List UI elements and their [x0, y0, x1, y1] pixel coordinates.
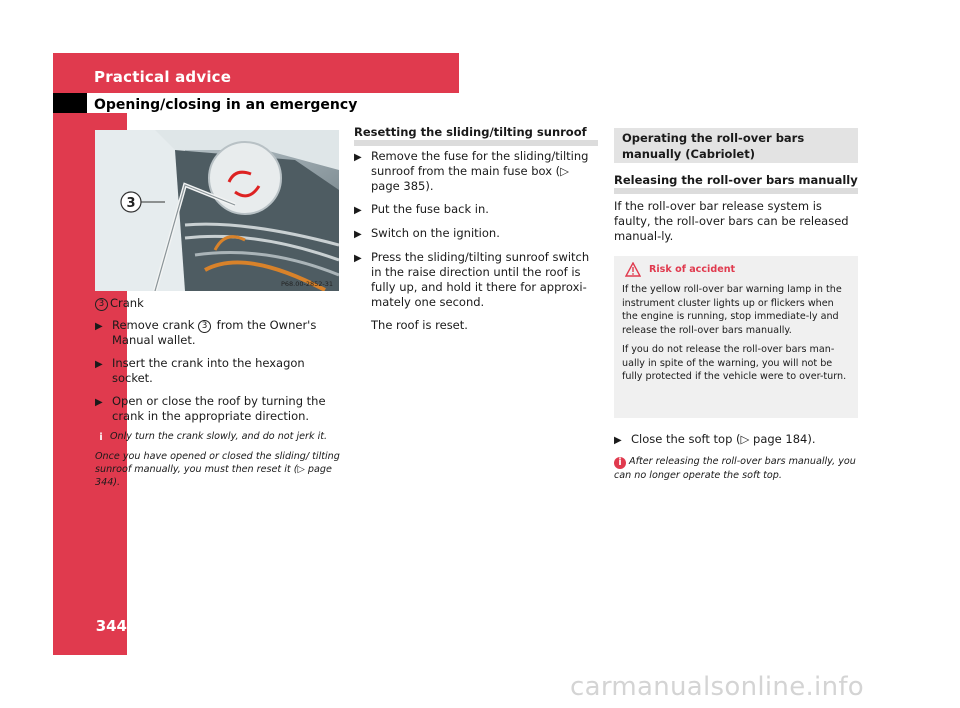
- list-item: [354, 202, 598, 218]
- subheader-tab: [53, 93, 87, 113]
- bullet-text: Insert the crank into the hexagon socket.: [112, 356, 305, 385]
- inline-number: 3: [198, 320, 211, 333]
- bullet-text: Remove the fuse for the sliding/tilting sunroof from the main fuse box (▷ page 385).: [371, 149, 589, 193]
- warning-title: Risk of accident: [649, 264, 736, 275]
- caption-text: Crank: [110, 296, 144, 310]
- warning-text: If the yellow roll-over bar warning lamp in the instrument cluster lights up or flickers when the engine is running, stop immediate-ly and release the roll-over bars manually.: [622, 284, 842, 336]
- heading-rule: [354, 140, 598, 146]
- bullet-arrow-icon: ▶: [95, 321, 103, 332]
- figure-caption: [95, 296, 144, 311]
- result-text: The roof is reset.: [371, 318, 468, 332]
- bullet-text: Open or close the roof by turning the crank in the appropriate direction.: [112, 394, 326, 423]
- bullet-arrow-icon: ▶: [354, 253, 362, 264]
- list-item: [354, 149, 598, 194]
- middle-instructions: [354, 149, 598, 333]
- callout-number: 3: [126, 196, 136, 211]
- section-title: Practical advice: [94, 68, 232, 86]
- bullet-text: Remove crank: [112, 318, 199, 332]
- list-item: [614, 432, 858, 448]
- list-item: [95, 394, 333, 424]
- middle-heading: Resetting the sliding/tilting sunroof: [354, 125, 587, 139]
- bullet-text: Put the fuse back in.: [371, 202, 489, 216]
- note-text: Once you have opened or closed the sliding/ tilting sunroof manually, you must then reset it (▷ page 344).: [95, 451, 340, 488]
- bullet-arrow-icon: ▶: [354, 229, 362, 240]
- bullet-arrow-icon: ▶: [354, 205, 362, 216]
- warning-triangle-icon: [625, 262, 641, 277]
- left-instructions: [95, 318, 333, 424]
- note-text: After releasing the roll-over bars manually, you can no longer operate the soft top.: [614, 456, 856, 481]
- section-box: [614, 128, 858, 163]
- right-intro: If the roll-over bar release system is faulty, the roll-over bars can be released manual-ly.: [614, 199, 849, 243]
- watermark: carmanualsonline.info: [570, 672, 865, 702]
- info-icon: i: [95, 432, 107, 444]
- warning-header: [622, 262, 850, 277]
- caption-number: 3: [95, 298, 108, 311]
- bullet-text: from the Owner's Manual wallet.: [112, 318, 317, 347]
- list-item: [95, 356, 333, 386]
- box-heading: Operating the roll-over bars manually (Cabriolet): [622, 131, 805, 161]
- subheading-rule: [614, 188, 858, 194]
- warning-text: If you do not release the roll-over bars man-ually in spite of the warning, you will not be fully protected if the vehicle were to over-turn.: [622, 344, 847, 382]
- bullet-arrow-icon: ▶: [354, 152, 362, 163]
- bullet-text: Close the soft top (▷ page 184).: [631, 432, 816, 446]
- right-subheading: Releasing the roll-over bars manually: [614, 173, 858, 187]
- list-item: [95, 318, 333, 348]
- bullet-arrow-icon: ▶: [95, 397, 103, 408]
- bullet-text: Press the sliding/tilting sunroof switch in the raise direction until the roof is fully up, and hold it there for approxi-mately one second.: [371, 250, 590, 309]
- page-number: 344: [95, 617, 127, 635]
- list-item: [354, 226, 598, 242]
- info-note: [614, 455, 860, 482]
- right-instructions: [614, 432, 858, 448]
- list-item: [354, 250, 598, 310]
- note-text: Only turn the crank slowly, and do not jerk it.: [110, 431, 328, 442]
- bullet-arrow-icon: ▶: [614, 435, 622, 446]
- bullet-text: Switch on the ignition.: [371, 226, 500, 240]
- warning-box: [614, 256, 858, 418]
- info-icon: i: [614, 457, 626, 469]
- crank-photo: [95, 130, 339, 291]
- subsection-title: Opening/closing in an emergency: [94, 97, 358, 113]
- figure-code: P68.00-2852-31: [280, 280, 333, 288]
- info-note: [95, 430, 345, 489]
- bullet-arrow-icon: ▶: [95, 359, 103, 370]
